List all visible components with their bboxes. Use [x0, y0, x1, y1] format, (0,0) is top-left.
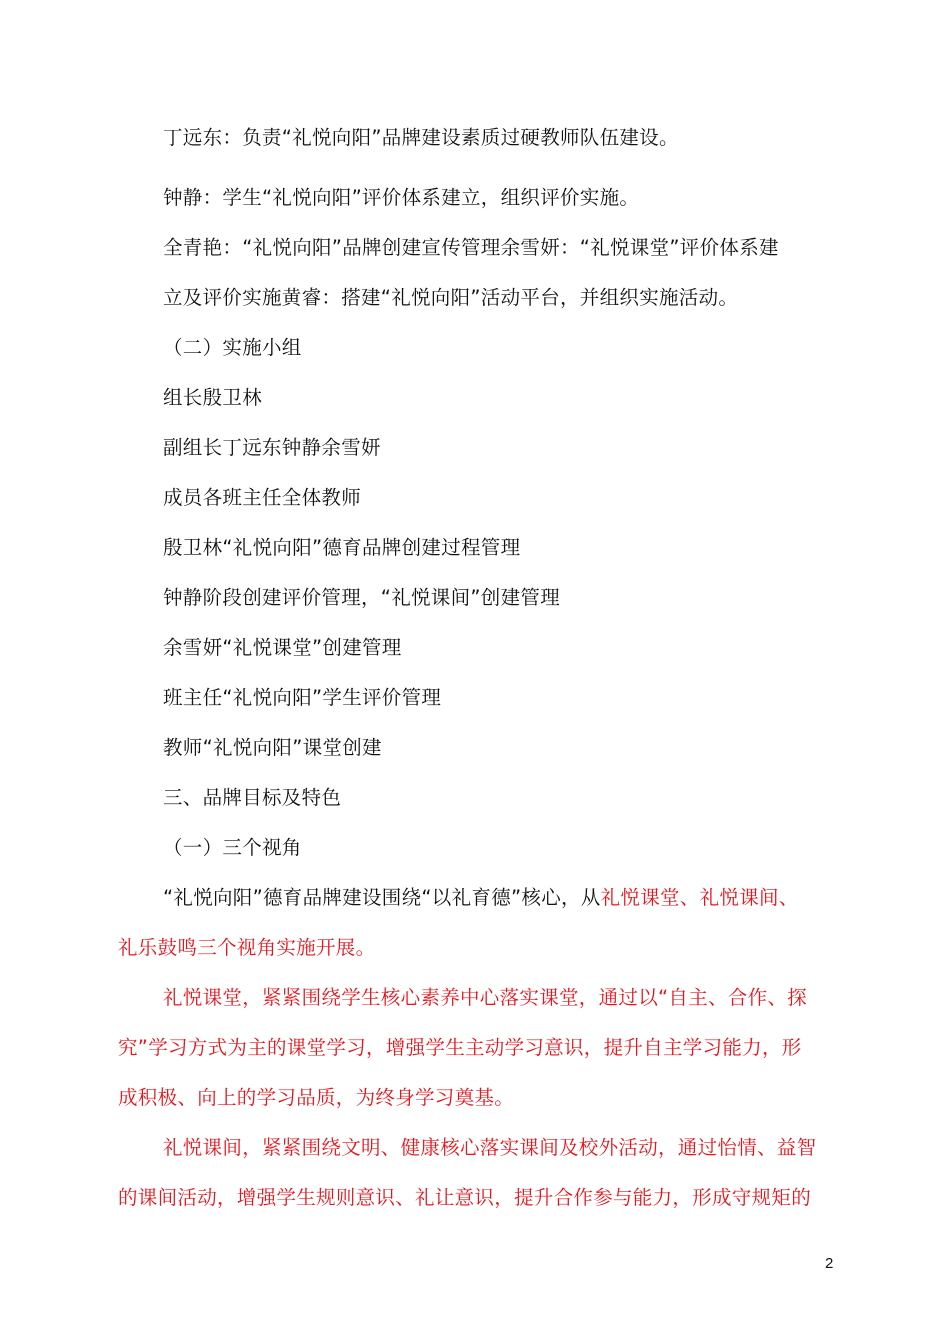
highlight-span: 礼悦课堂、礼悦课间、: [600, 886, 799, 909]
text-line: 全青艳：“礼悦向阳”品牌创建宣传管理余雪妍：“礼悦课堂”评价体系建: [163, 236, 779, 259]
text-line: 立及评价实施黄睿：搭建“礼悦向阳”活动平台，并组织实施活动。: [163, 286, 739, 309]
paragraph-break-line: 礼悦课间，紧紧围绕文明、健康核心落实课间及校外活动，通过怡情、益智: [163, 1136, 817, 1159]
text-line: 班主任“礼悦向阳”学生评价管理: [163, 686, 442, 709]
page-number: 2: [825, 1255, 834, 1272]
paragraph-views-line-1: [163, 884, 799, 912]
section-subheading: （二）实施小组: [163, 336, 302, 359]
text-line: 殷卫林“礼悦向阳”德育品牌创建过程管理: [163, 536, 521, 559]
text-line: 丁远东：负责“礼悦向阳”品牌建设素质过硬教师队伍建设。: [163, 126, 679, 149]
section-subheading: （一）三个视角: [163, 836, 302, 859]
text-line: 钟静：学生“礼悦向阳”评价体系建立，组织评价实施。: [163, 186, 640, 209]
paragraph-classroom-line: 成积极、向上的学习品质，为终身学习奠基。: [118, 1086, 515, 1109]
paragraph-classroom-line: 究”学习方式为主的课堂学习，增强学生主动学习意识，提升自主学习能力，形: [118, 1036, 802, 1059]
text-line: 钟静阶段创建评价管理，“礼悦课间”创建管理: [163, 586, 561, 609]
paragraph-classroom-line: 礼悦课堂，紧紧围绕学生核心素养中心落实课堂，通过以“自主、合作、探: [163, 986, 808, 1009]
paragraph-views-line-2: 礼乐鼓鸣三个视角实施开展。: [118, 936, 376, 959]
text-line: 副组长丁远东钟静余雪妍: [163, 436, 381, 459]
text-line: 成员各班主任全体教师: [163, 486, 362, 509]
text-line: 教师“礼悦向阳”课堂创建: [163, 736, 382, 759]
text-line: 余雪妍“礼悦课堂”创建管理: [163, 636, 402, 659]
paragraph-break-line: 的课间活动，增强学生规则意识、礼让意识，提升合作参与能力，形成守规矩的: [118, 1186, 812, 1209]
section-heading: 三、品牌目标及特色: [163, 786, 342, 809]
text-line: 组长殷卫林: [163, 386, 263, 409]
text-span: “礼悦向阳”德育品牌建设围绕“以礼育德”核心，从: [163, 886, 601, 909]
